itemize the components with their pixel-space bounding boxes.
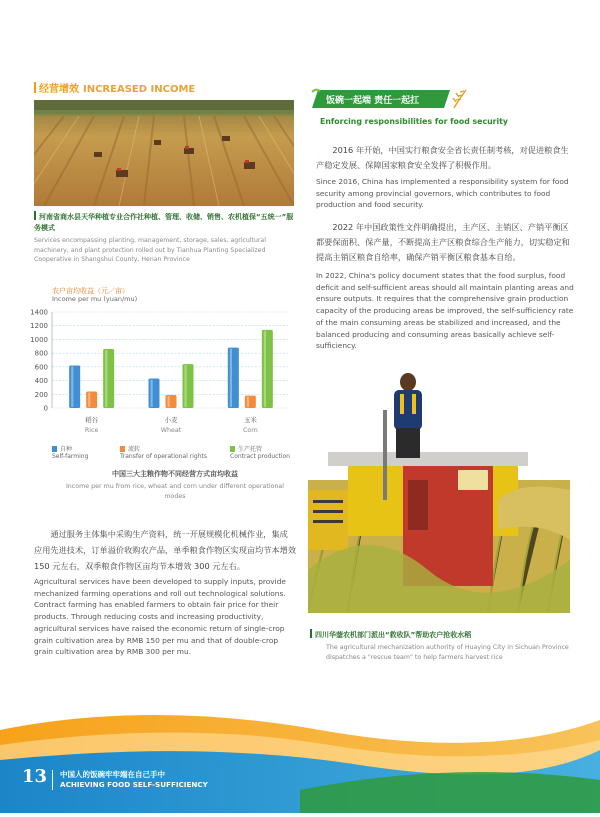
legend-label-en: Contract production <box>230 453 290 460</box>
legend-label-zh: 自种 <box>60 446 73 453</box>
left-paragraph-en: Agricultural services have been developed to supply inputs, provide mechanized farming operations and roll out technological solutions. Contract farming has enabled farmers to obtain fair price for their products. Through reducing costs and increasing productivity, agricultural services have raised the economic return of single-crop grain cultivation area by RMB 150 per mu and that of double-crop grain cultivation area by RMB 300 per mu. <box>34 577 286 657</box>
bar-transfer-of-operational-rights-rice <box>86 392 97 408</box>
x-tick-label-zh: 稻谷 <box>85 416 99 424</box>
photo2-caption-zh-text: 四川华蓥农机部门派出“救收队”帮助农户抢收水稻 <box>315 631 472 639</box>
photo1-caption-zh <box>34 211 296 234</box>
y-tick-label: 0 <box>43 404 48 413</box>
right-paragraph1-en: Since 2016, China has implemented a responsibility system for food security among provincial governors, which contributes to food production and food security. <box>316 177 569 210</box>
footer-separator <box>52 770 53 790</box>
section-title-bar <box>34 82 36 93</box>
x-tick-label-zh: 玉米 <box>243 416 257 424</box>
legend-item-transfer <box>120 444 207 460</box>
bar-highlight <box>151 380 153 407</box>
legend-item-self-farming <box>52 444 88 460</box>
legend-item-contract <box>230 444 290 460</box>
bar-contract-production-corn <box>262 330 273 408</box>
bar-transfer-of-operational-rights-corn <box>245 396 256 408</box>
bar-highlight <box>247 397 249 407</box>
bar-highlight <box>264 331 266 407</box>
x-tick-label-en: Corn <box>242 427 258 434</box>
banner-title-en: Enforcing responsibilities for food security <box>320 117 508 126</box>
rice-harvest-photo <box>308 370 570 613</box>
bar-highlight <box>105 350 107 407</box>
bar-self-farming-corn <box>228 348 239 408</box>
caption-bar <box>310 629 312 638</box>
section-banner <box>310 88 468 110</box>
footer-wave-decoration <box>0 690 600 813</box>
x-tick-label-en: Rice <box>84 427 99 434</box>
chart-title-zh: 农户亩均收益（元／亩） <box>52 287 129 295</box>
section-title-en: INCREASED INCOME <box>83 84 196 95</box>
footer-title-zh: 中国人的饭碗牢牢端在自己手中 <box>60 770 165 779</box>
bar-transfer-of-operational-rights-wheat <box>166 395 177 408</box>
y-tick-label: 1000 <box>30 335 48 344</box>
income-bar-chart <box>28 305 298 440</box>
legend-label-zh: 生产托管 <box>238 446 263 453</box>
bar-highlight <box>71 366 73 407</box>
chart-title-en: Income per mu (yuan/mu) <box>52 295 138 303</box>
y-tick-label: 200 <box>34 390 48 399</box>
y-tick-label: 400 <box>34 377 48 386</box>
left-paragraph-zh: 通过服务主体集中采购生产资料，统一开展规模化机械作业，集成应用先进技术，订单溢价收购农产品，单季粮食作物区实现亩均节本增效 150 元左右，双季粮食作物区亩均节本增效 300 元左右。 <box>34 529 297 571</box>
right-paragraph1-zh: 2016 年开始，中国实行粮食安全省长责任制考核，对促进粮食生产稳定发展、保障国家粮食安全发挥了积极作用。 <box>316 145 569 170</box>
chart-legend <box>52 444 312 464</box>
section-title <box>34 80 195 95</box>
bar-self-farming-wheat <box>149 379 160 408</box>
legend-swatch <box>230 446 235 452</box>
legend-label-en: Transfer of operational rights <box>120 453 208 460</box>
bar-contract-production-wheat <box>183 364 194 408</box>
bar-highlight <box>88 393 90 407</box>
photo2-caption-en: The agricultural mechanization authority of Huaying City in Sichuan Province dispatches a "rescue team" to help farmers harvest rice <box>326 644 569 661</box>
photo1-caption-zh-text: 河南省商水县天华种植专业合作社种植、管理、收储、销售、农机植保“五统一”服务模式 <box>34 213 294 232</box>
bar-highlight <box>168 396 170 407</box>
x-tick-label-en: Wheat <box>160 427 182 434</box>
bar-self-farming-rice <box>69 365 80 408</box>
photo1-caption-en: Services encompassing planting, management, storage, sales, agricultural machinery, and plant protection rolled out by Tianhua Planting Specialized Cooperative in Shangshui County, Henan Province <box>34 237 266 263</box>
bar-highlight <box>185 365 187 407</box>
legend-swatch <box>120 446 125 452</box>
photo2-caption-zh <box>310 629 572 640</box>
legend-label-zh: 流转 <box>128 446 141 453</box>
y-tick-label: 800 <box>34 349 48 358</box>
y-tick-label: 1400 <box>30 308 48 317</box>
chart-caption-zh: 中国三大主粮作物不同经营方式亩均收益 <box>112 470 238 478</box>
banner-title-zh: 饭碗一起端 责任一起扛 <box>326 96 420 106</box>
bar-contract-production-rice <box>103 349 114 408</box>
chart-caption-en: Income per mu from rice, wheat and corn under different operational modes <box>65 483 285 500</box>
caption-bar <box>34 211 36 220</box>
y-tick-label: 600 <box>34 363 48 372</box>
right-paragraph2-en: In 2022, China's policy document states that the food surplus, food deficit and self-sufficient areas should all maintain planting areas and ensure outputs. It requires that the comprehensive grain production capacity of the producing areas be improved, the self-sufficiency rate of the main consuming areas be stabilized and increased, and the balanced producing and consuming areas basically achieve self-sufficiency. <box>316 271 574 351</box>
legend-swatch <box>52 446 57 452</box>
harvest-field-photo <box>34 100 294 206</box>
legend-label-en: Self-farming <box>52 453 89 460</box>
page-number: 13 <box>22 766 48 787</box>
y-tick-label: 1200 <box>30 322 48 331</box>
section-title-zh: 经营增效 <box>39 84 79 95</box>
right-paragraph2-zh: 2022 年中国政策性文件明确提出，主产区、主销区、产销平衡区都要保面积、保产量，不断提高主产区粮食综合生产能力，切实稳定和提高主销区粮食自给率，确保产销平衡区粮食基本自给。 <box>316 222 570 262</box>
bar-highlight <box>230 349 232 407</box>
footer-title-en: ACHIEVING FOOD SELF-SUFFICIENCY <box>60 780 208 789</box>
x-tick-label-zh: 小麦 <box>164 416 178 424</box>
